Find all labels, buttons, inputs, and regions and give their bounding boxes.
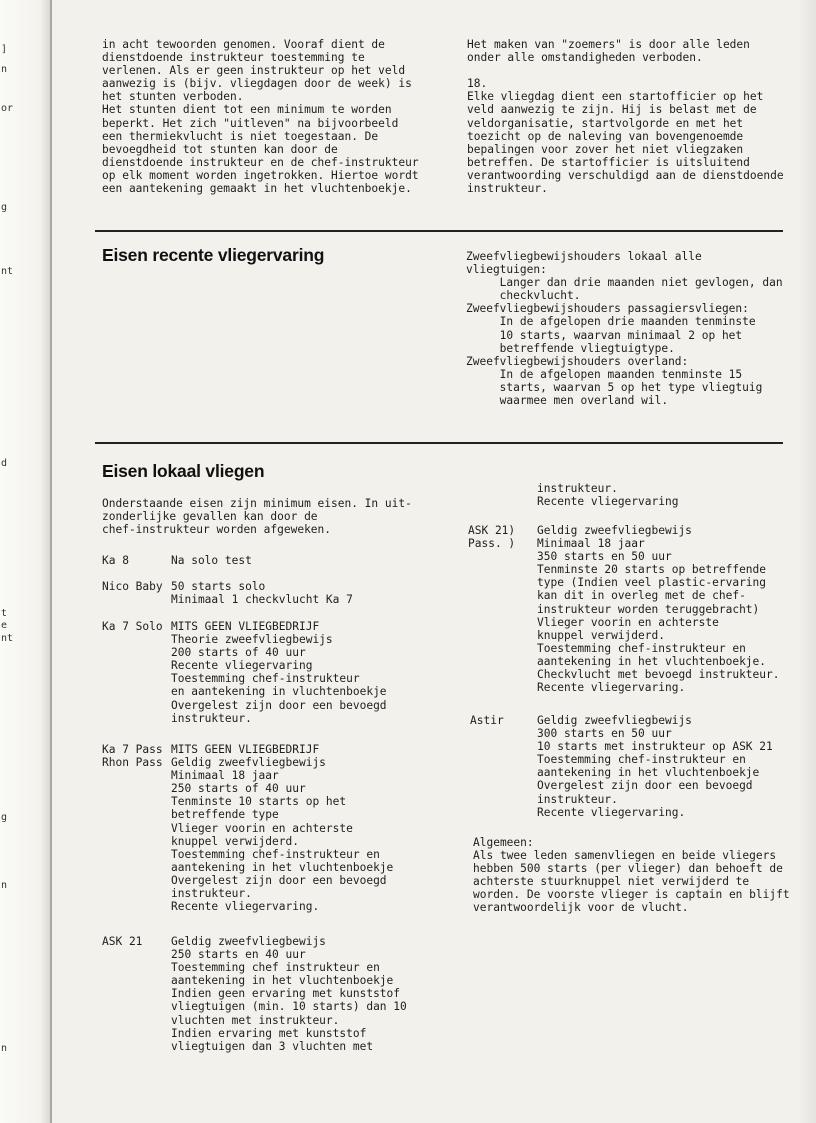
section-heading-recente-vliegervaring: Eisen recente vliegervaring bbox=[102, 245, 325, 265]
aircraft-requirements: Geldig zweefvliegbewijs Minimaal 18 jaar 350 starts en 50 uur Tenminste 20 starts op betreffende type (Indien veel plastic-ervaring kan dit in overleg met de chef- instrukteur worden teruggebracht) Vlieger voorin en achterste knuppel verwijderd. Toestemming chef-instrukteur en aantekening in het vluchtenboekje. Checkvlucht met bevoegd instrukteur. Recente vliegervaring. bbox=[537, 524, 780, 695]
aircraft-label: Astir bbox=[470, 714, 504, 727]
aircraft-requirements: Geldig zweefvliegbewijs 250 starts en 40 uur Toestemming chef instrukteur en aantekening in het vluchtenboekje Indien geen ervaring met kunststof vliegtuigen (min. 10 starts) dan 10 vluchten met instrukteur. Indien ervaring met kunststof vliegtuigen dan 3 vluchten met bbox=[171, 935, 407, 1053]
section-divider bbox=[95, 442, 783, 444]
section-heading-lokaal-vliegen: Eisen lokaal vliegen bbox=[102, 461, 265, 481]
section-divider bbox=[95, 230, 783, 232]
aircraft-requirements: MITS GEEN VLIEGBEDRIJF Geldig zweefvliegbewijs Minimaal 18 jaar 250 starts of 40 uur Tenminste 10 starts op het betreffende type Vlieger voorin en achterste knuppel verwijderd. Toestemming chef-instrukteur en aantekening in het vluchtenboekje Overgelest zijn door een bevoegd instrukteur. Recente vliegervaring. bbox=[171, 743, 394, 914]
margin-fragment: n bbox=[1, 1043, 8, 1054]
aircraft-label: ASK 21) Pass. ) bbox=[468, 524, 516, 551]
binding-fold-line bbox=[50, 0, 52, 1123]
margin-fragment: n bbox=[1, 64, 8, 75]
algemeen-note: Algemeen: Als twee leden samenvliegen en beide vliegers hebben 500 starts (per vlieger) dan behoeft de achterste stuurknuppel niet verwijderd te worden. De voorste vlieger is captain en blijft verantwoordelijk voor de vlucht. bbox=[473, 836, 790, 915]
margin-fragment: ] bbox=[1, 44, 8, 55]
aircraft-label: ASK 21 bbox=[102, 935, 143, 948]
intro-right-text: Het maken van "zoemers" is door alle leden onder alle omstandigheden verboden. 18. Elke vliegdag dient een startofficier op het veld aanwezig te zijn. Hij is belast met de veldorganisatie, startvolgorde en met het toezicht op de naleving van bovengenoemde bepalingen voor zover het niet vliegzaken betreffen. De startofficier is uitsluitend verantwoording verschuldigd aan de dienstdoende instrukteur. bbox=[467, 38, 784, 196]
aircraft-label: Nico Baby bbox=[102, 580, 163, 593]
aircraft-label: Ka 8 bbox=[102, 554, 129, 567]
margin-fragment: or bbox=[1, 103, 14, 114]
page-edge-shadow bbox=[798, 0, 816, 1123]
margin-fragment: nt bbox=[1, 266, 14, 277]
margin-fragment: g bbox=[1, 202, 8, 213]
page-binding bbox=[0, 0, 52, 1123]
margin-fragment: n bbox=[1, 880, 8, 891]
margin-fragment: d bbox=[1, 458, 8, 469]
aircraft-requirements: MITS GEEN VLIEGBEDRIJF Theorie zweefvliegbewijs 200 starts of 40 uur Recente vliegervaring Toestemming chef-instrukteur en aantekening in vluchtenboekje Overgelest zijn door een bevoegd instrukteur. bbox=[171, 620, 387, 725]
aircraft-requirements: Geldig zweefvliegbewijs 300 starts en 50 uur 10 starts met instrukteur op ASK 21 Toestemming chef-instrukteur en aantekening in het vluchtenboekje Overgelest zijn door een bevoegd instrukteur. Recente vliegervaring. bbox=[537, 714, 773, 819]
intro-left-text: in acht tewoorden genomen. Vooraf dient de dienstdoende instrukteur toestemming te verlenen. Als er geen instrukteur op het veld aanwezig is (bijv. vliegdagen door de week) is het stunten verboden. Het stunten dient tot een minimum te worden beperkt. Het zich "uitleven" na bijvoorbeeld een thermiekvlucht is niet toegestaan. De bevoegdheid tot stunten kan door de dienstdoende instrukteur en de chef-instrukteur op elk moment worden ingetrokken. Hiertoe wordt een aantekening gemaakt in het vluchtenboekje. bbox=[102, 38, 419, 196]
margin-fragment: nt bbox=[1, 633, 14, 644]
aircraft-requirements: 50 starts solo Minimaal 1 checkvlucht Ka 7 bbox=[171, 580, 353, 607]
aircraft-label: Ka 7 Solo bbox=[102, 620, 163, 633]
aircraft-label: Ka 7 Pass Rhon Pass bbox=[102, 743, 163, 770]
aircraft-requirements: Na solo test bbox=[171, 554, 252, 567]
lokaal-vliegen-intro: Onderstaande eisen zijn minimum eisen. In uit- zonderlijke gevallen kan door de chef-instrukteur worden afgeweken. bbox=[102, 497, 412, 537]
margin-fragment: t bbox=[1, 608, 8, 619]
margin-fragment: e bbox=[1, 620, 8, 631]
recente-vliegervaring-text: Zweefvliegbewijshouders lokaal alle vliegtuigen: Langer dan drie maanden niet gevlogen, dan checkvlucht. Zweefvliegbewijshouders passagiersvliegen: In de afgelopen drie maanden tenminste 10 starts, waarvan minimaal 2 op het betreffende vliegtuigtype. Zweefvliegbewijshouders overland: In de afgelopen maanden tenminste 15 starts, waarvan 5 op het type vliegtuig waarmee men overland wil. bbox=[466, 250, 783, 408]
ask21-continuation-text: instrukteur. Recente vliegervaring bbox=[537, 482, 679, 509]
margin-fragment: g bbox=[1, 812, 8, 823]
